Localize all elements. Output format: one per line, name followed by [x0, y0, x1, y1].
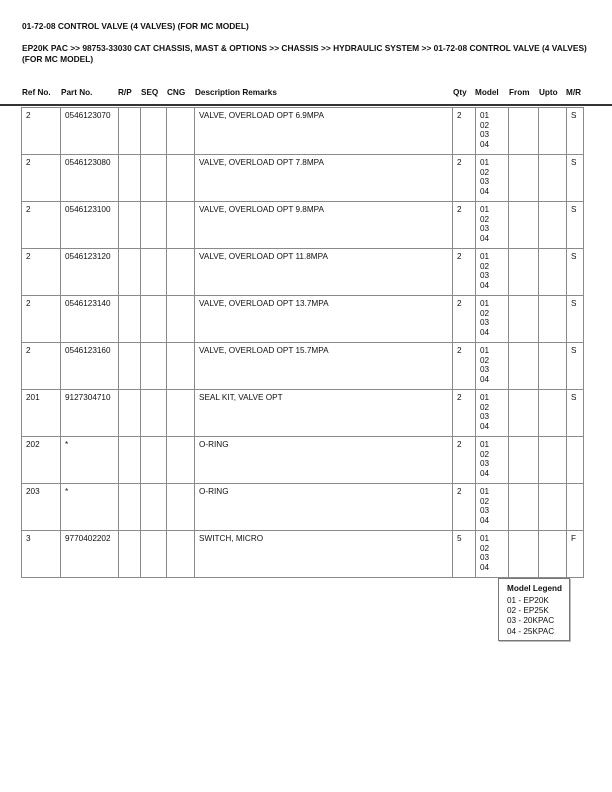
model-code: 01: [480, 299, 490, 308]
header-rp: R/P: [118, 88, 132, 97]
cell-description: VALVE, OVERLOAD OPT 13.7MPA: [195, 296, 453, 343]
cell-part-no: 0546123070: [61, 108, 119, 155]
model-code: 01: [480, 487, 490, 496]
header-ref-no: Ref No.: [22, 88, 51, 97]
breadcrumb: EP20K PAC >> 98753-33030 CAT CHASSIS, MAST & OPTIONS >> CHASSIS >> HYDRAULIC SYSTEM >> 01-72-08 CONTROL VALVE (4 VALVES) (FOR MC MODEL): [22, 43, 587, 64]
model-code: 03: [480, 506, 490, 515]
cell-upto: [539, 437, 567, 484]
cell-mr: [567, 484, 584, 531]
cell-from: [509, 296, 539, 343]
cell-from: [509, 484, 539, 531]
cell-description: VALVE, OVERLOAD OPT 15.7MPA: [195, 343, 453, 390]
cell-qty: 2: [453, 437, 476, 484]
cell-model: [476, 108, 509, 155]
cell-rp: [119, 249, 141, 296]
cell-mr: S: [567, 108, 584, 155]
cell-description: SEAL KIT, VALVE OPT: [195, 390, 453, 437]
cell-qty: 2: [453, 484, 476, 531]
table-row: [22, 343, 584, 390]
cell-ref-no: 3: [22, 531, 61, 578]
cell-seq: [141, 484, 167, 531]
model-code: 03: [480, 318, 490, 327]
model-code: 03: [480, 412, 490, 421]
page-title: 01-72-08 CONTROL VALVE (4 VALVES) (FOR MC MODEL): [22, 21, 249, 31]
cell-cng: [167, 390, 195, 437]
model-code: 03: [480, 271, 490, 280]
cell-model: [476, 202, 509, 249]
legend-item: 04 - 25KPAC: [507, 626, 555, 636]
cell-mr: S: [567, 343, 584, 390]
model-code: 01: [480, 205, 490, 214]
parts-table: [21, 107, 584, 578]
cell-mr: F: [567, 531, 584, 578]
cell-part-no: 9127304710: [61, 390, 119, 437]
cell-qty: 2: [453, 249, 476, 296]
table-row: [22, 155, 584, 202]
model-code: 02: [480, 261, 490, 271]
cell-from: [509, 249, 539, 296]
cell-cng: [167, 296, 195, 343]
header-from: From: [509, 88, 530, 97]
model-code: 02: [480, 120, 490, 130]
cell-rp: [119, 531, 141, 578]
cell-description: VALVE, OVERLOAD OPT 11.8MPA: [195, 249, 453, 296]
cell-ref-no: 2: [22, 296, 61, 343]
cell-rp: [119, 155, 141, 202]
cell-from: [509, 390, 539, 437]
table-row: [22, 249, 584, 296]
cell-mr: S: [567, 202, 584, 249]
cell-seq: [141, 202, 167, 249]
cell-upto: [539, 108, 567, 155]
cell-seq: [141, 437, 167, 484]
cell-ref-no: 202: [22, 437, 61, 484]
cell-qty: 2: [453, 108, 476, 155]
legend-item: 01 - EP20K: [507, 596, 549, 605]
model-code: 04: [480, 233, 490, 243]
header-part-no: Part No.: [61, 88, 93, 97]
cell-upto: [539, 484, 567, 531]
cell-mr: S: [567, 296, 584, 343]
cell-from: [509, 437, 539, 484]
model-code: 03: [480, 553, 490, 562]
cell-model: [476, 484, 509, 531]
cell-from: [509, 202, 539, 249]
model-code: 03: [480, 177, 490, 186]
cell-qty: 2: [453, 390, 476, 437]
cell-mr: S: [567, 249, 584, 296]
cell-part-no: 0546123120: [61, 249, 119, 296]
cell-rp: [119, 296, 141, 343]
cell-ref-no: 2: [22, 108, 61, 155]
model-code: 02: [480, 308, 490, 318]
model-code: 01: [480, 111, 490, 120]
cell-model: [476, 531, 509, 578]
model-code: 01: [480, 252, 490, 261]
cell-rp: [119, 108, 141, 155]
cell-mr: S: [567, 155, 584, 202]
model-code: 03: [480, 224, 490, 233]
model-code: 04: [480, 186, 490, 196]
cell-cng: [167, 108, 195, 155]
model-code: 03: [480, 365, 490, 374]
model-code: 02: [480, 543, 490, 553]
cell-upto: [539, 390, 567, 437]
cell-rp: [119, 484, 141, 531]
cell-ref-no: 201: [22, 390, 61, 437]
cell-ref-no: 203: [22, 484, 61, 531]
cell-rp: [119, 437, 141, 484]
cell-rp: [119, 390, 141, 437]
model-code: 04: [480, 562, 490, 572]
model-code: 02: [480, 167, 490, 177]
cell-cng: [167, 437, 195, 484]
header-mr: M/R: [566, 88, 582, 97]
table-row: [22, 437, 584, 484]
cell-seq: [141, 531, 167, 578]
cell-model: [476, 437, 509, 484]
cell-seq: [141, 108, 167, 155]
cell-cng: [167, 531, 195, 578]
model-code: 02: [480, 496, 490, 506]
model-code: 04: [480, 515, 490, 525]
table-row: [22, 531, 584, 578]
cell-part-no: 0546123140: [61, 296, 119, 343]
cell-seq: [141, 390, 167, 437]
cell-cng: [167, 155, 195, 202]
cell-seq: [141, 249, 167, 296]
cell-mr: [567, 437, 584, 484]
cell-part-no: 0546123100: [61, 202, 119, 249]
cell-mr: S: [567, 390, 584, 437]
cell-from: [509, 531, 539, 578]
cell-cng: [167, 249, 195, 296]
model-code: 04: [480, 327, 490, 337]
cell-upto: [539, 155, 567, 202]
cell-cng: [167, 484, 195, 531]
model-code: 01: [480, 440, 490, 449]
model-legend: [498, 578, 570, 641]
cell-cng: [167, 202, 195, 249]
cell-part-no: 0546123160: [61, 343, 119, 390]
legend-item: 02 - EP25K: [507, 606, 549, 616]
cell-rp: [119, 343, 141, 390]
cell-part-no: *: [61, 484, 119, 531]
cell-part-no: *: [61, 437, 119, 484]
table-row: [22, 108, 584, 155]
model-code: 04: [480, 468, 490, 478]
model-code: 02: [480, 402, 490, 412]
cell-description: VALVE, OVERLOAD OPT 7.8MPA: [195, 155, 453, 202]
cell-model: [476, 155, 509, 202]
header-qty: Qty: [453, 88, 467, 97]
cell-model: [476, 390, 509, 437]
cell-from: [509, 108, 539, 155]
cell-description: O-RING: [195, 437, 453, 484]
model-code: 04: [480, 374, 490, 384]
cell-ref-no: 2: [22, 249, 61, 296]
header-divider: [0, 104, 612, 106]
cell-qty: 2: [453, 155, 476, 202]
model-code: 01: [480, 534, 490, 543]
legend-title: Model Legend: [507, 584, 563, 593]
cell-ref-no: 2: [22, 343, 61, 390]
cell-rp: [119, 202, 141, 249]
cell-model: [476, 343, 509, 390]
header-seq: SEQ: [141, 88, 159, 97]
model-code: 04: [480, 421, 490, 431]
cell-description: O-RING: [195, 484, 453, 531]
header-description: Description Remarks: [195, 88, 277, 97]
cell-qty: 2: [453, 296, 476, 343]
model-code: 04: [480, 139, 490, 149]
cell-cng: [167, 343, 195, 390]
table-row: [22, 202, 584, 249]
cell-upto: [539, 343, 567, 390]
cell-part-no: 9770402202: [61, 531, 119, 578]
cell-upto: [539, 531, 567, 578]
cell-upto: [539, 296, 567, 343]
model-code: 02: [480, 214, 490, 224]
cell-qty: 2: [453, 202, 476, 249]
table-row: [22, 296, 584, 343]
cell-part-no: 0546123080: [61, 155, 119, 202]
cell-description: SWITCH, MICRO: [195, 531, 453, 578]
model-code: 02: [480, 355, 490, 365]
cell-qty: 2: [453, 343, 476, 390]
cell-upto: [539, 202, 567, 249]
cell-from: [509, 343, 539, 390]
model-code: 03: [480, 459, 490, 468]
cell-from: [509, 155, 539, 202]
table-row: [22, 484, 584, 531]
model-code: 01: [480, 346, 490, 355]
cell-qty: 5: [453, 531, 476, 578]
cell-model: [476, 296, 509, 343]
cell-ref-no: 2: [22, 202, 61, 249]
cell-description: VALVE, OVERLOAD OPT 9.8MPA: [195, 202, 453, 249]
header-cng: CNG: [167, 88, 186, 97]
cell-upto: [539, 249, 567, 296]
legend-item: 03 - 20KPAC: [507, 616, 555, 626]
model-code: 01: [480, 393, 490, 402]
cell-ref-no: 2: [22, 155, 61, 202]
cell-seq: [141, 155, 167, 202]
model-code: 01: [480, 158, 490, 167]
model-code: 03: [480, 130, 490, 139]
header-model: Model: [475, 88, 499, 97]
cell-seq: [141, 296, 167, 343]
cell-model: [476, 249, 509, 296]
cell-seq: [141, 343, 167, 390]
cell-description: VALVE, OVERLOAD OPT 6.9MPA: [195, 108, 453, 155]
table-row: [22, 390, 584, 437]
model-code: 02: [480, 449, 490, 459]
table-header: [0, 88, 612, 100]
model-code: 04: [480, 280, 490, 290]
header-upto: Upto: [539, 88, 558, 97]
